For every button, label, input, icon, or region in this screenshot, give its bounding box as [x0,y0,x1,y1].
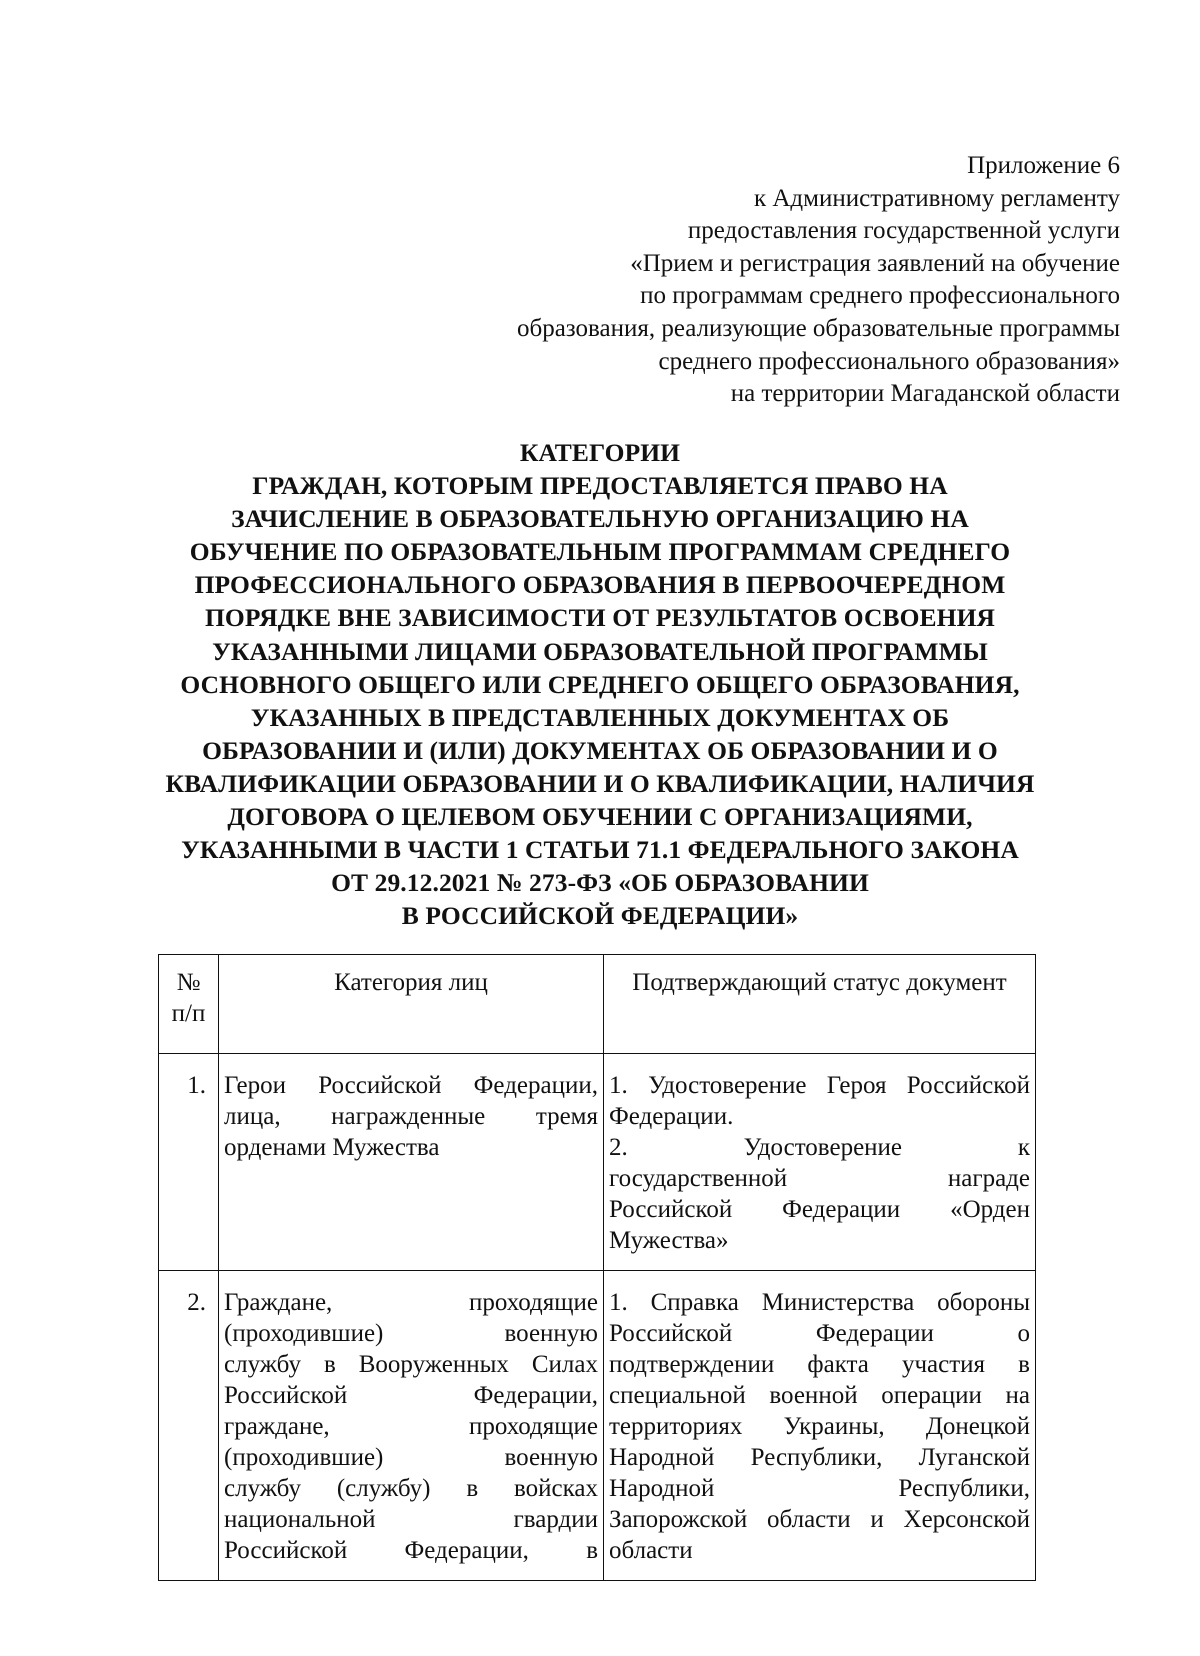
document-title [100,436,1100,932]
title-line: ОБРАЗОВАНИИ И (ИЛИ) ДОКУМЕНТАХ ОБ ОБРАЗОВАНИИ И О [202,735,998,765]
row-number: 1. [159,1054,219,1271]
document-line: Народной Республики, Луганской [609,1444,1030,1471]
table-header-row [159,955,1036,1054]
appendix-line: на территории Магаданской области [730,380,1120,408]
document-line: 2. Удостоверение к [609,1134,1030,1161]
document-line: 1. Удостоверение Героя Российской [609,1072,1030,1099]
header-number-sign: № [176,969,201,996]
document-line: Федерации. [609,1103,734,1130]
document-line: территориях Украины, Донецкой [609,1413,1030,1440]
document-line: области [609,1537,693,1564]
title-line: УКАЗАННЫМИ ЛИЦАМИ ОБРАЗОВАТЕЛЬНОЙ ПРОГРАММЫ [212,636,988,666]
header-number-pp: п/п [171,1000,206,1027]
document-line: Российской Федерации «Орден [609,1196,1030,1223]
title-line: В РОССИЙСКОЙ ФЕДЕРАЦИИ» [401,901,799,931]
category-line: Граждане, проходящие [224,1289,598,1316]
title-line: ПРОФЕССИОНАЛЬНОГО ОБРАЗОВАНИЯ В ПЕРВООЧЕРЕДНОМ [194,570,1006,600]
table-row [159,1271,1036,1581]
header-category: Категория лиц [219,955,604,1054]
title-line: КАТЕГОРИИ [519,438,681,467]
document-line: Народной Республики, [609,1475,1030,1502]
category-line: Российской Федерации, [224,1382,598,1409]
category-line: (проходившие) военную [224,1444,598,1471]
document-line: подтверждении факта участия в [609,1351,1030,1378]
document-cell [604,1271,1036,1581]
title-line: ГРАЖДАН, КОТОРЫМ ПРЕДОСТАВЛЯЕТСЯ ПРАВО НА [252,471,948,501]
document-line: 1. Справка Министерства обороны [609,1289,1030,1316]
category-line: службу в Вооруженных Силах [224,1351,598,1378]
title-line: ОБУЧЕНИЕ ПО ОБРАЗОВАТЕЛЬНЫМ ПРОГРАММАМ СРЕДНЕГО [189,537,1011,567]
category-line: лица, награжденные тремя [224,1103,598,1130]
category-line: службу (службу) в войсках [224,1475,598,1502]
category-line: Герои Российской Федерации, [224,1072,598,1099]
category-line: орденами Мужества [224,1134,440,1161]
category-line: Российской Федерации, в [224,1537,598,1564]
title-line: ОТ 29.12.2021 № 273-ФЗ «ОБ ОБРАЗОВАНИИ [331,868,869,898]
table-row [159,1054,1036,1271]
appendix-line: среднего профессионального образования» [658,347,1120,375]
document-cell [604,1054,1036,1271]
category-cell [219,1271,604,1581]
categories-table [158,954,1036,1581]
title-line: КВАЛИФИКАЦИИ ОБРАЗОВАНИИ И О КВАЛИФИКАЦИИ, НАЛИЧИЯ [165,768,1035,798]
category-cell [219,1054,604,1271]
title-line: ДОГОВОРА О ЦЕЛЕВОМ ОБУЧЕНИИ С ОРГАНИЗАЦИЯМИ, [227,802,973,832]
appendix-header [380,150,1120,411]
document-line: государственной награде [609,1165,1030,1192]
document-line: Запорожской области и Херсонской [609,1506,1030,1533]
category-line: граждане, проходящие [224,1413,598,1440]
title-line: УКАЗАННЫМИ В ЧАСТИ 1 СТАТЬИ 71.1 ФЕДЕРАЛЬНОГО ЗАКОНА [181,835,1019,865]
appendix-line: Приложение 6 [967,152,1120,179]
row-number: 2. [159,1271,219,1581]
title-line: ОСНОВНОГО ОБЩЕГО ИЛИ СРЕДНЕГО ОБЩЕГО ОБРАЗОВАНИЯ, [180,669,1020,699]
appendix-line: образования, реализующие образовательные программы [516,314,1120,342]
header-number [159,955,219,1054]
header-document: Подтверждающий статус документ [604,955,1036,1054]
document-line: Мужества» [609,1227,729,1254]
document-line: специальной военной операции на [609,1382,1030,1409]
title-line: ЗАЧИСЛЕНИЕ В ОБРАЗОВАТЕЛЬНУЮ ОРГАНИЗАЦИЮ НА [231,504,969,534]
appendix-line: по программам среднего профессионального [640,282,1120,310]
appendix-line: предоставления государственной услуги [687,217,1120,245]
category-line: национальной гвардии [224,1506,598,1533]
appendix-line: «Прием и регистрация заявлений на обучение [630,249,1120,277]
appendix-line: к Административному регламенту [753,184,1120,212]
title-line: ПОРЯДКЕ ВНЕ ЗАВИСИМОСТИ ОТ РЕЗУЛЬТАТОВ ОСВОЕНИЯ [204,603,996,633]
document-line: Российской Федерации о [609,1320,1030,1347]
title-line: УКАЗАННЫХ В ПРЕДСТАВЛЕННЫХ ДОКУМЕНТАХ ОБ [250,702,950,732]
category-line: (проходившие) военную [224,1320,598,1347]
